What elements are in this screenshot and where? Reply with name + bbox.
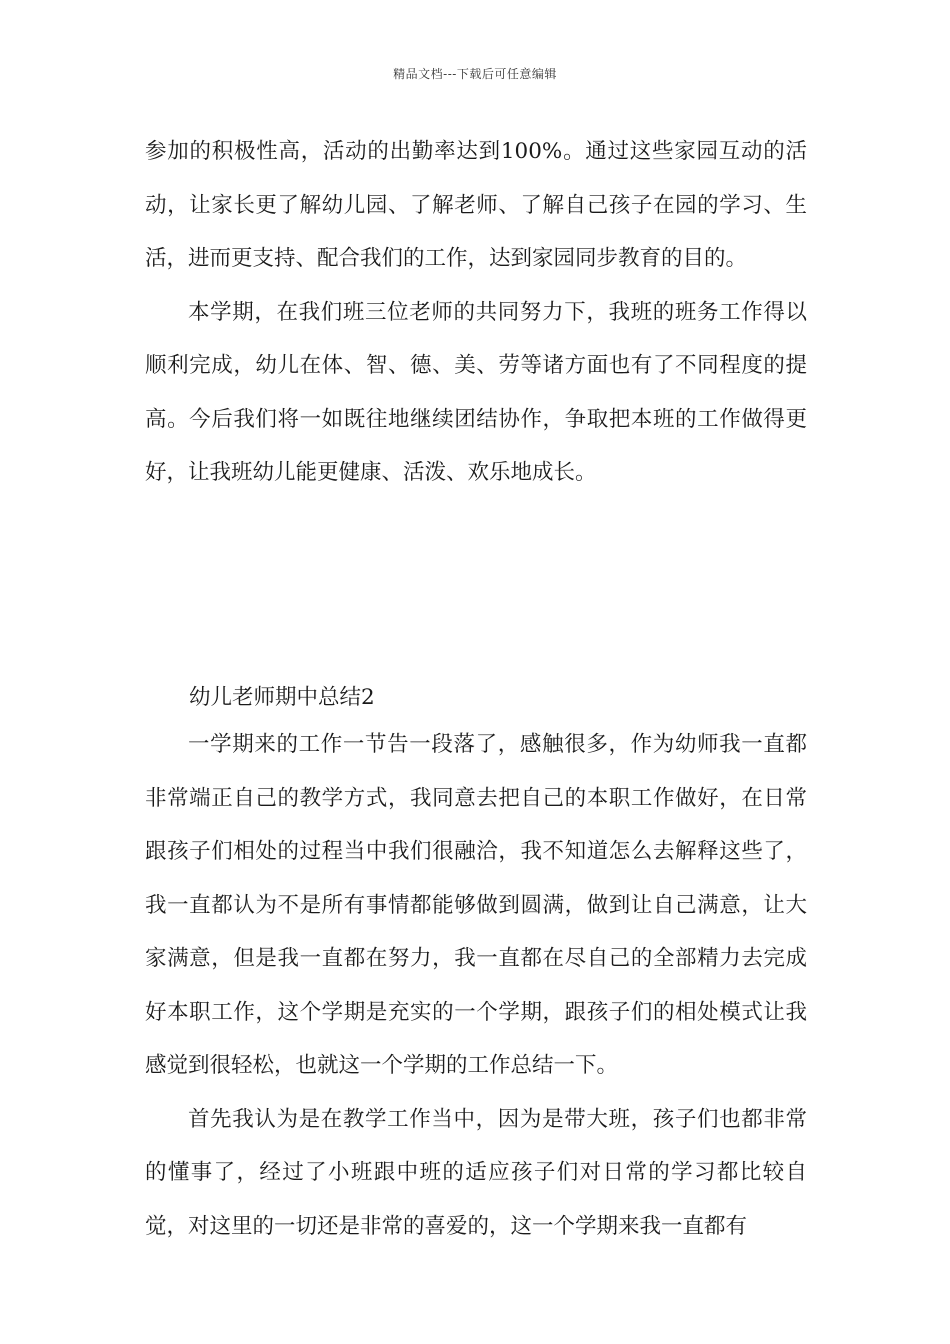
text-block-2 <box>145 718 807 1253</box>
paragraph: 首先我认为是在教学工作当中，因为是带大班，孩子们也都非常的懂事了，经过了小班跟中班的适应孩子们对日常的学习都比较自觉，对这里的一切还是非常的喜爱的，这一个学期来我一直都有 <box>145 1106 807 1239</box>
section-title: 幼儿老师期中总结2 <box>189 685 375 710</box>
text-block-1 <box>145 125 807 500</box>
page-header: 精品文档---下载后可任意编辑 <box>393 67 557 81</box>
paragraph: 本学期，在我们班三位老师的共同努力下，我班的班务工作得以顺利完成，幼儿在体、智、德、美、劳等诸方面也有了不同程度的提高。今后我们将一如既往地继续团结协作，争取把本班的工作做得更好，让我班幼儿能更健康、活泼、欢乐地成长。 <box>145 299 807 485</box>
paragraph: 一学期来的工作一节告一段落了，感触很多，作为幼师我一直都非常端正自己的教学方式，我同意去把自己的本职工作做好，在日常跟孩子们相处的过程当中我们很融洽，我不知道怎么去解释这些了，我一直都认为不是所有事情都能够做到圆满，做到让自己满意，让大家满意，但是我一直都在努力，我一直都在尽自己的全部精力去完成好本职工作，这个学期是充实的一个学期，跟孩子们的相处模式让我感觉到很轻松，也就这一个学期的工作总结一下。 <box>145 732 807 1078</box>
paragraph: 参加的积极性高，活动的出勤率达到100%。通过这些家园互动的活动，让家长更了解幼儿园、了解老师、了解自己孩子在园的学习、生活，进而更支持、配合我们的工作，达到家园同步教育的目的。 <box>145 139 807 271</box>
